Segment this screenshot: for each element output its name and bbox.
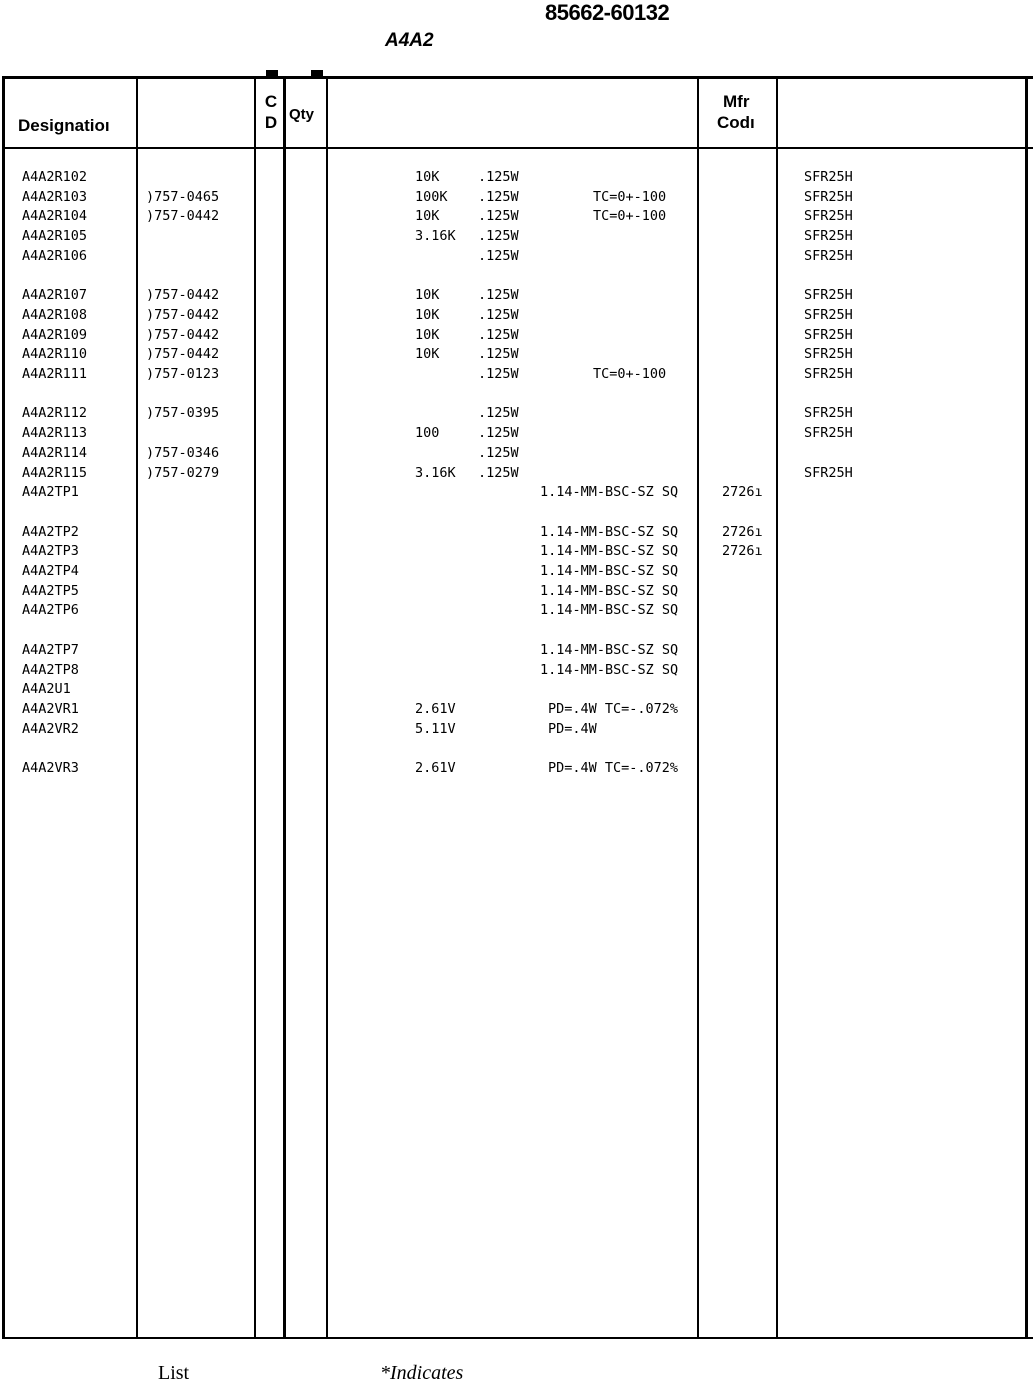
cd-column-tick — [266, 70, 278, 76]
mfr-part-number: SFR25H — [804, 228, 853, 245]
table-row — [0, 227, 1033, 246]
component-value: 10K — [415, 169, 440, 185]
reference-designator: A4A2R111 — [22, 366, 88, 382]
reference-designator: A4A2TP3 — [22, 543, 79, 560]
table-row — [0, 601, 1033, 620]
description: 1.14-MM-BSC-SZ SQ — [540, 661, 679, 678]
mfr-part-number: SFR25H — [804, 326, 853, 343]
table-row — [0, 700, 1033, 719]
description: 1.14-MM-BSC-SZ SQ — [540, 582, 679, 599]
table-row — [0, 759, 1033, 778]
description: 1.14-MM-BSC-SZ SQ — [540, 543, 679, 560]
part-number: )757-0123 — [146, 366, 220, 382]
reference-designator: A4A2TP2 — [22, 523, 79, 540]
table-row — [0, 306, 1033, 325]
qty-header: Qty — [289, 106, 315, 123]
part-number: )757-0442 — [146, 326, 220, 343]
component-value: 10K — [415, 326, 440, 343]
reference-designator: A4A2VR3 — [22, 760, 79, 776]
table-bottom-border — [2, 1337, 1033, 1339]
power-rating: .125W — [478, 287, 519, 304]
qty-column-tick — [311, 70, 323, 76]
component-value: 100K — [415, 188, 448, 205]
reference-designator: A4A2TP6 — [22, 602, 79, 619]
table-row — [0, 326, 1033, 345]
component-value: 10K — [415, 306, 440, 323]
table-row — [0, 464, 1033, 483]
mfr-header-top: Mfr — [723, 92, 750, 111]
part-number: )757-0346 — [146, 444, 220, 461]
reference-designator: A4A2R108 — [22, 306, 88, 323]
component-value: 10K — [415, 287, 440, 304]
component-value: 100 — [415, 425, 440, 442]
table-row — [0, 562, 1033, 581]
power-rating: .125W — [478, 306, 519, 323]
reference-designator: A4A2TP4 — [22, 563, 79, 579]
power-dissipation: PD=.4W TC=-.072% — [548, 700, 679, 717]
reference-designator: A4A2TP5 — [22, 582, 79, 599]
temp-coefficient: TC=0+-100 — [593, 208, 667, 225]
reference-designator: A4A2R113 — [22, 425, 88, 442]
reference-designator: A4A2R110 — [22, 346, 88, 363]
part-number-title: 85662-60132 — [545, 0, 670, 25]
table-row — [0, 523, 1033, 542]
reference-designator: A4A2R105 — [22, 228, 88, 245]
mfr-part-number: SFR25H — [804, 188, 853, 205]
footer-list-label: List — [158, 1362, 190, 1384]
power-rating: .125W — [478, 425, 519, 442]
reference-designator: A4A2R106 — [22, 247, 88, 264]
reference-designator: A4A2TP8 — [22, 661, 79, 678]
table-row — [0, 365, 1033, 384]
table-row — [0, 680, 1033, 699]
table-row — [0, 582, 1033, 601]
table-row — [0, 168, 1033, 187]
mfr-part-number: SFR25H — [804, 287, 853, 304]
table-row — [0, 483, 1033, 502]
power-rating: .125W — [478, 228, 519, 245]
reference-designator: A4A2R107 — [22, 287, 88, 304]
mfr-part-number: SFR25H — [804, 247, 853, 264]
table-row — [0, 286, 1033, 305]
part-number: )757-0279 — [146, 464, 220, 481]
part-number: )757-0442 — [146, 287, 220, 304]
mfr-part-number: SFR25H — [804, 169, 853, 185]
mfr-part-number: SFR25H — [804, 366, 853, 382]
mfr-part-number: SFR25H — [804, 346, 853, 363]
part-number: )757-0465 — [146, 188, 220, 205]
reference-designator: A4A2R104 — [22, 208, 88, 225]
power-rating: .125W — [478, 247, 519, 264]
reference-designator: A4A2R103 — [22, 188, 88, 205]
description: 1.14-MM-BSC-SZ SQ — [540, 523, 679, 540]
component-value: 10K — [415, 208, 440, 225]
power-rating: .125W — [478, 326, 519, 343]
part-number: )757-0442 — [146, 346, 220, 363]
reference-designator: A4A2TP1 — [22, 484, 79, 501]
power-dissipation: PD=.4W TC=-.072% — [548, 760, 679, 776]
mfr-code: 2726ı — [722, 484, 763, 501]
mfr-part-number: SFR25H — [804, 306, 853, 323]
power-rating: .125W — [478, 208, 519, 225]
table-row — [0, 188, 1033, 207]
table-row — [0, 641, 1033, 660]
table-row — [0, 247, 1033, 266]
reference-designator: A4A2R114 — [22, 444, 88, 461]
power-rating: .125W — [478, 405, 519, 422]
description: 1.14-MM-BSC-SZ SQ — [540, 641, 679, 658]
description: 1.14-MM-BSC-SZ SQ — [540, 602, 679, 619]
cd-header-bottom: D — [264, 113, 278, 132]
footer-indicates-label: *Indicates — [380, 1362, 464, 1384]
assembly-title: A4A2 — [385, 30, 434, 51]
component-value: 2.61V — [415, 700, 456, 717]
reference-designator: A4A2R102 — [22, 169, 88, 185]
cd-header-top: C — [264, 92, 278, 111]
part-number: )757-0442 — [146, 208, 220, 225]
mfr-part-number: SFR25H — [804, 405, 853, 422]
table-row — [0, 661, 1033, 680]
power-rating: .125W — [478, 188, 519, 205]
table-row — [0, 424, 1033, 443]
power-rating: .125W — [478, 169, 519, 185]
mfr-header-bottom: Codı — [717, 113, 755, 132]
reference-designator: A4A2TP7 — [22, 641, 79, 658]
reference-designator: A4A2VR2 — [22, 720, 79, 737]
description: 1.14-MM-BSC-SZ SQ — [540, 484, 679, 501]
header-divider — [2, 147, 1033, 149]
mfr-part-number: SFR25H — [804, 425, 853, 442]
temp-coefficient: TC=0+-100 — [593, 366, 667, 382]
component-value: 5.11V — [415, 720, 456, 737]
table-row — [0, 542, 1033, 561]
component-value: 10K — [415, 346, 440, 363]
mfr-code: 2726ı — [722, 543, 763, 560]
designation-header: Designatioı — [18, 116, 110, 135]
part-number: )757-0442 — [146, 306, 220, 323]
component-value: 2.61V — [415, 760, 456, 776]
reference-designator: A4A2R112 — [22, 405, 88, 422]
reference-designator: A4A2VR1 — [22, 700, 79, 717]
component-value: 3.16K — [415, 228, 456, 245]
table-top-border — [2, 76, 1033, 79]
description: 1.14-MM-BSC-SZ SQ — [540, 563, 679, 579]
power-rating: .125W — [478, 464, 519, 481]
power-rating: .125W — [478, 444, 519, 461]
temp-coefficient: TC=0+-100 — [593, 188, 667, 205]
part-number: )757-0395 — [146, 405, 220, 422]
power-rating: .125W — [478, 366, 519, 382]
table-row — [0, 404, 1033, 423]
reference-designator: A4A2R115 — [22, 464, 88, 481]
power-rating: .125W — [478, 346, 519, 363]
table-row — [0, 720, 1033, 739]
table-row — [0, 207, 1033, 226]
reference-designator: A4A2U1 — [22, 681, 71, 698]
power-dissipation: PD=.4W — [548, 720, 597, 737]
component-value: 3.16K — [415, 464, 456, 481]
mfr-code: 2726ı — [722, 523, 763, 540]
mfr-part-number: SFR25H — [804, 208, 853, 225]
table-row — [0, 444, 1033, 463]
reference-designator: A4A2R109 — [22, 326, 88, 343]
mfr-part-number: SFR25H — [804, 464, 853, 481]
table-row — [0, 345, 1033, 364]
